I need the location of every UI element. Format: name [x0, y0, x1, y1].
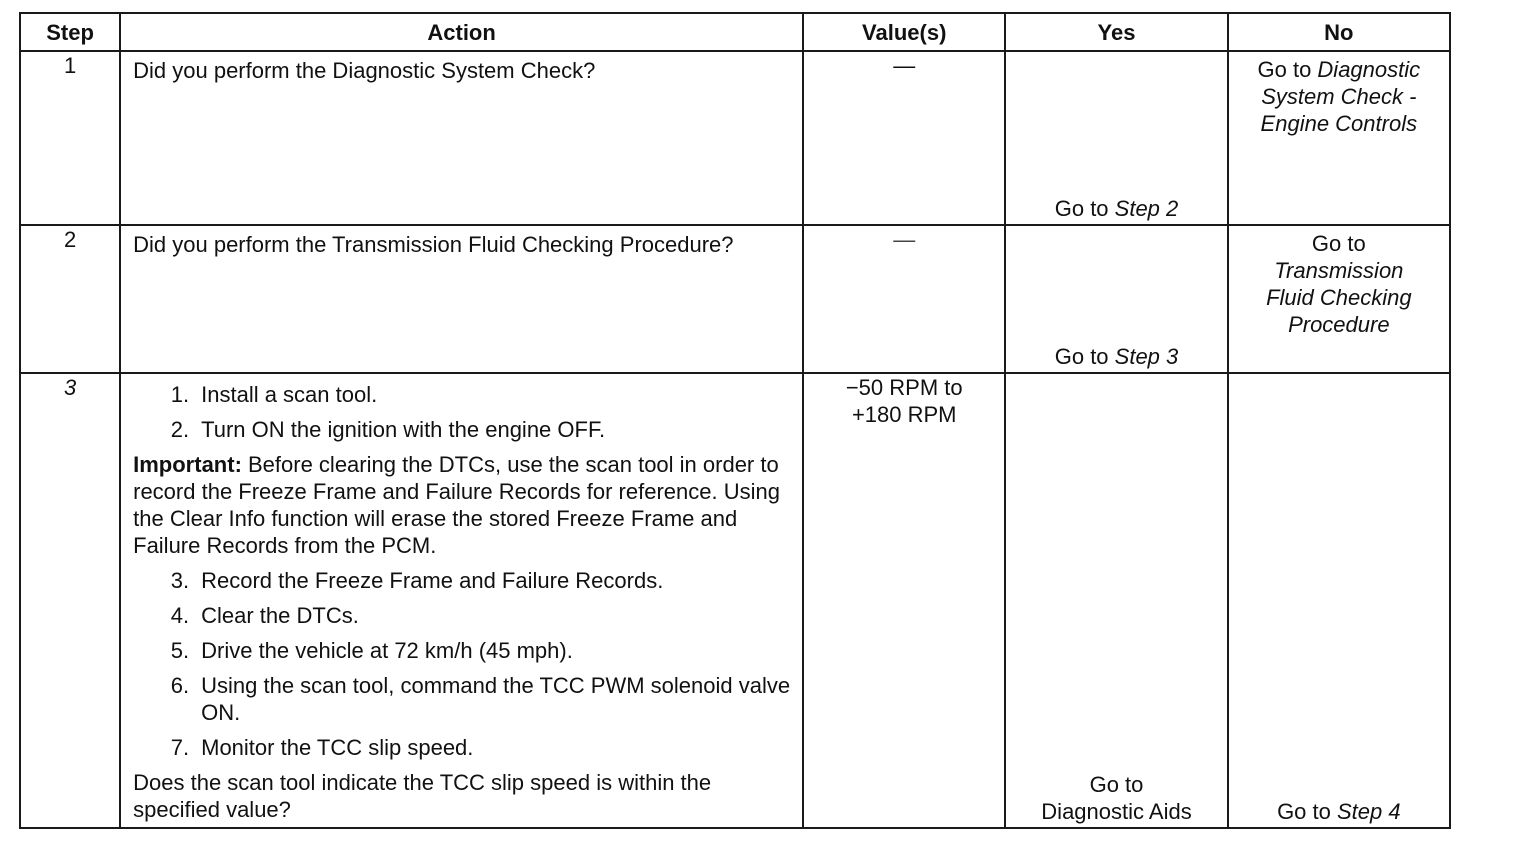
yes-target: Step 2: [1114, 196, 1179, 221]
value-cell: [803, 51, 1005, 225]
procedure-list-a: [133, 381, 792, 443]
yes-cell: [1005, 225, 1227, 373]
no-link[interactable]: [1229, 226, 1449, 342]
procedure-list-b: [133, 567, 792, 761]
important-note: [133, 451, 792, 559]
yes-cell: [1005, 373, 1227, 828]
no-prefix: Go to: [1277, 799, 1337, 824]
action-cell: [120, 373, 803, 828]
no-prefix: Go to: [1311, 231, 1366, 256]
yes-link[interactable]: [1006, 195, 1226, 222]
question-text: Does the scan tool indicate the TCC slip speed is within the specified value?: [133, 770, 712, 822]
value-dash: —: [893, 53, 916, 78]
yes-prefix: Go to: [1054, 344, 1115, 369]
yes-link[interactable]: [1006, 343, 1226, 370]
yes-target: Step 3: [1114, 344, 1179, 369]
action-text: Did you perform the Transmission Fluid Checking Procedure?: [133, 232, 734, 257]
no-target: Step 4: [1336, 799, 1401, 824]
header-yes: Yes: [1005, 13, 1227, 51]
value-dash: —: [893, 227, 916, 252]
header-no: No: [1228, 13, 1450, 51]
header-value: Value(s): [803, 13, 1005, 51]
important-text: Before clearing the DTCs, use the scan tool in order to record the Freeze Frame and Failure Records for reference. Using the Clear Info function will erase the stored Freeze Frame and Failure Records from the PCM.: [133, 452, 780, 558]
list-item: 6. Using the scan tool, command the TCC PWM solenoid valve ON.: [170, 673, 791, 725]
list-item: 3. Record the Freeze Frame and Failure Records.: [170, 568, 664, 593]
yes-cell: [1005, 51, 1227, 225]
value-range: −50 RPM to +180 RPM: [845, 375, 963, 427]
no-cell: [1228, 51, 1450, 225]
yes-link[interactable]: Go to Diagnostic Aids: [1041, 772, 1192, 824]
list-item: 2. Turn ON the ignition with the engine OFF.: [170, 417, 606, 442]
step-number: 1: [20, 51, 120, 225]
no-target: Diagnostic System Check - Engine Controls: [1260, 57, 1421, 136]
list-item: 7. Monitor the TCC slip speed.: [170, 735, 474, 760]
action-text: Did you perform the Diagnostic System Check?: [133, 58, 596, 83]
no-link[interactable]: [1229, 52, 1449, 141]
no-link[interactable]: [1229, 798, 1449, 825]
table-row: [20, 373, 1450, 828]
step-number: 3: [20, 373, 120, 828]
list-item: 1. Install a scan tool.: [170, 382, 378, 407]
no-cell: [1228, 373, 1450, 828]
no-cell: [1228, 225, 1450, 373]
no-prefix: Go to: [1257, 57, 1318, 82]
step-number: 2: [20, 225, 120, 373]
action-cell: [120, 51, 803, 225]
table-row: [20, 51, 1450, 225]
value-cell: [803, 373, 1005, 828]
header-action: Action: [120, 13, 803, 51]
list-item: 5. Drive the vehicle at 72 km/h (45 mph).: [170, 638, 573, 663]
list-item: 4. Clear the DTCs.: [170, 603, 359, 628]
value-cell: [803, 225, 1005, 373]
yes-prefix: Go to: [1054, 196, 1115, 221]
header-step: Step: [20, 13, 120, 51]
header-row: [20, 13, 1450, 51]
table-row: [20, 225, 1450, 373]
action-cell: [120, 225, 803, 373]
no-target: Transmission Fluid Checking Procedure: [1266, 258, 1412, 337]
important-label: Important:: [133, 452, 242, 477]
diagnostic-table: [19, 12, 1451, 829]
